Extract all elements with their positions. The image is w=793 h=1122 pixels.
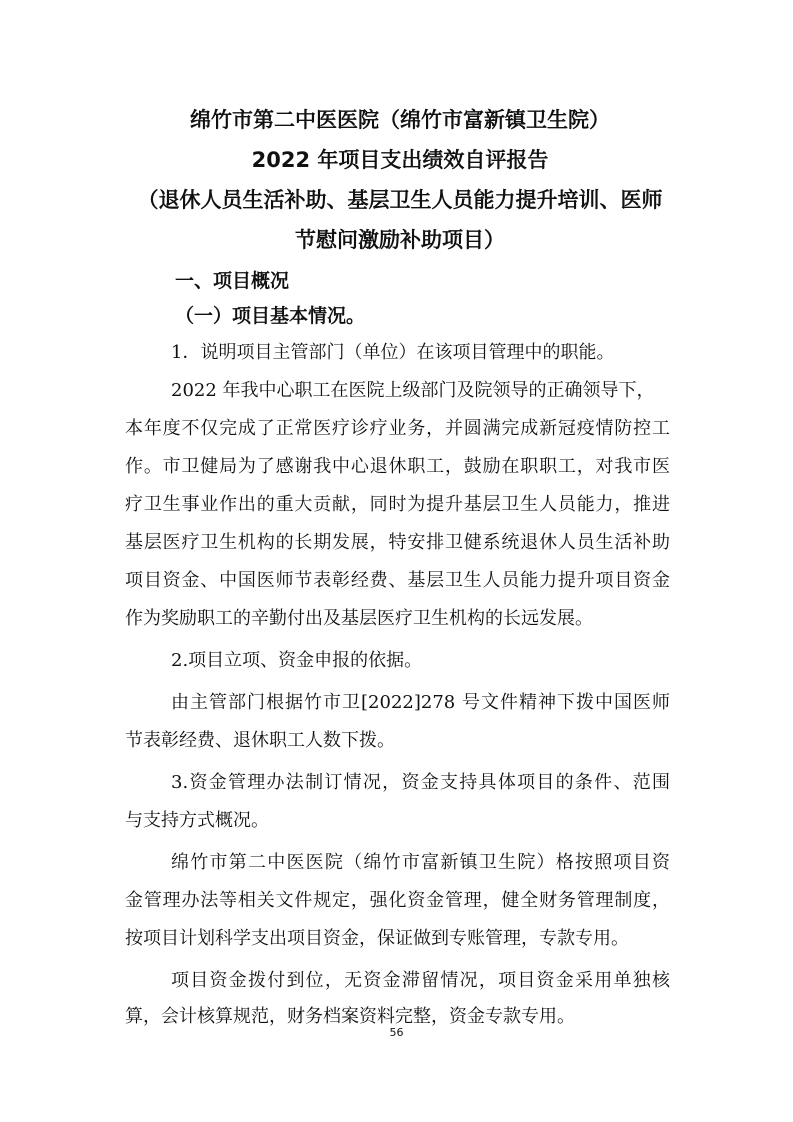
page-number: 56 [389, 1026, 404, 1039]
paragraph-line: 项目资金、中国医师节表彰经费、基层卫生人员能力提升项目资金 [125, 570, 670, 591]
paragraph-line: 由主管部门根据竹市卫[2022]278 号文件精神下拨中国医师 [171, 692, 670, 713]
paragraph-line: 基层医疗卫生机构的长期发展，特安排卫健系统退休人员生活补助 [125, 532, 670, 553]
report-title-line-1: 绵竹市第二中医医院（绵竹市富新镇卫生院） [190, 108, 610, 132]
paragraph-line: 作。市卫健局为了感谢我中心退休职工，鼓励在职职工，对我市医 [125, 456, 670, 477]
paragraph-line: 2022 年我中心职工在医院上级部门及院领导的正确领导下， [171, 380, 655, 401]
report-title-line-4: 节慰问激励补助项目） [295, 228, 505, 252]
paragraph-line: 算，会计核算规范，财务档案资料完整，资金专款专用。 [125, 1006, 575, 1027]
paragraph-line: 疗卫生事业作出的重大贡献，同时为提升基层卫生人员能力，推进 [125, 494, 670, 515]
paragraph-line: 3.资金管理办法制订情况，资金支持具体项目的条件、范围 [171, 772, 670, 793]
paragraph-line: 项目资金拨付到位，无资金滞留情况，项目资金采用单独核 [171, 970, 670, 991]
paragraph-line: 节表彰经费、退休职工人数下拨。 [125, 730, 395, 751]
paragraph-line: 本年度不仅完成了正常医疗诊疗业务，并圆满完成新冠疫情防控工 [125, 418, 670, 439]
report-title-line-3: （退休人员生活补助、基层卫生人员能力提升培训、医师 [137, 188, 663, 212]
paragraph-line: 金管理办法等相关文件规定，强化资金管理，健全财务管理制度， [125, 890, 670, 911]
paragraph-line: 与支持方式概况。 [125, 810, 269, 831]
section-heading: 一、项目概况 [175, 270, 290, 292]
subsection-heading: （一）项目基本情况。 [175, 305, 366, 327]
paragraph-line: 2.项目立项、资金申报的依据。 [171, 650, 423, 671]
paragraph-line: 按项目计划科学支出项目资金，保证做到专账管理，专款专用。 [125, 928, 629, 949]
report-title-line-2: 2022 年项目支出绩效自评报告 [251, 148, 549, 172]
paragraph-line: 1．说明项目主管部门（单位）在该项目管理中的职能。 [171, 342, 615, 363]
paragraph-line: 绵竹市第二中医医院（绵竹市富新镇卫生院）格按照项目资 [171, 852, 670, 873]
paragraph-line: 作为奖励职工的辛勤付出及基层医疗卫生机构的长远发展。 [125, 608, 593, 629]
